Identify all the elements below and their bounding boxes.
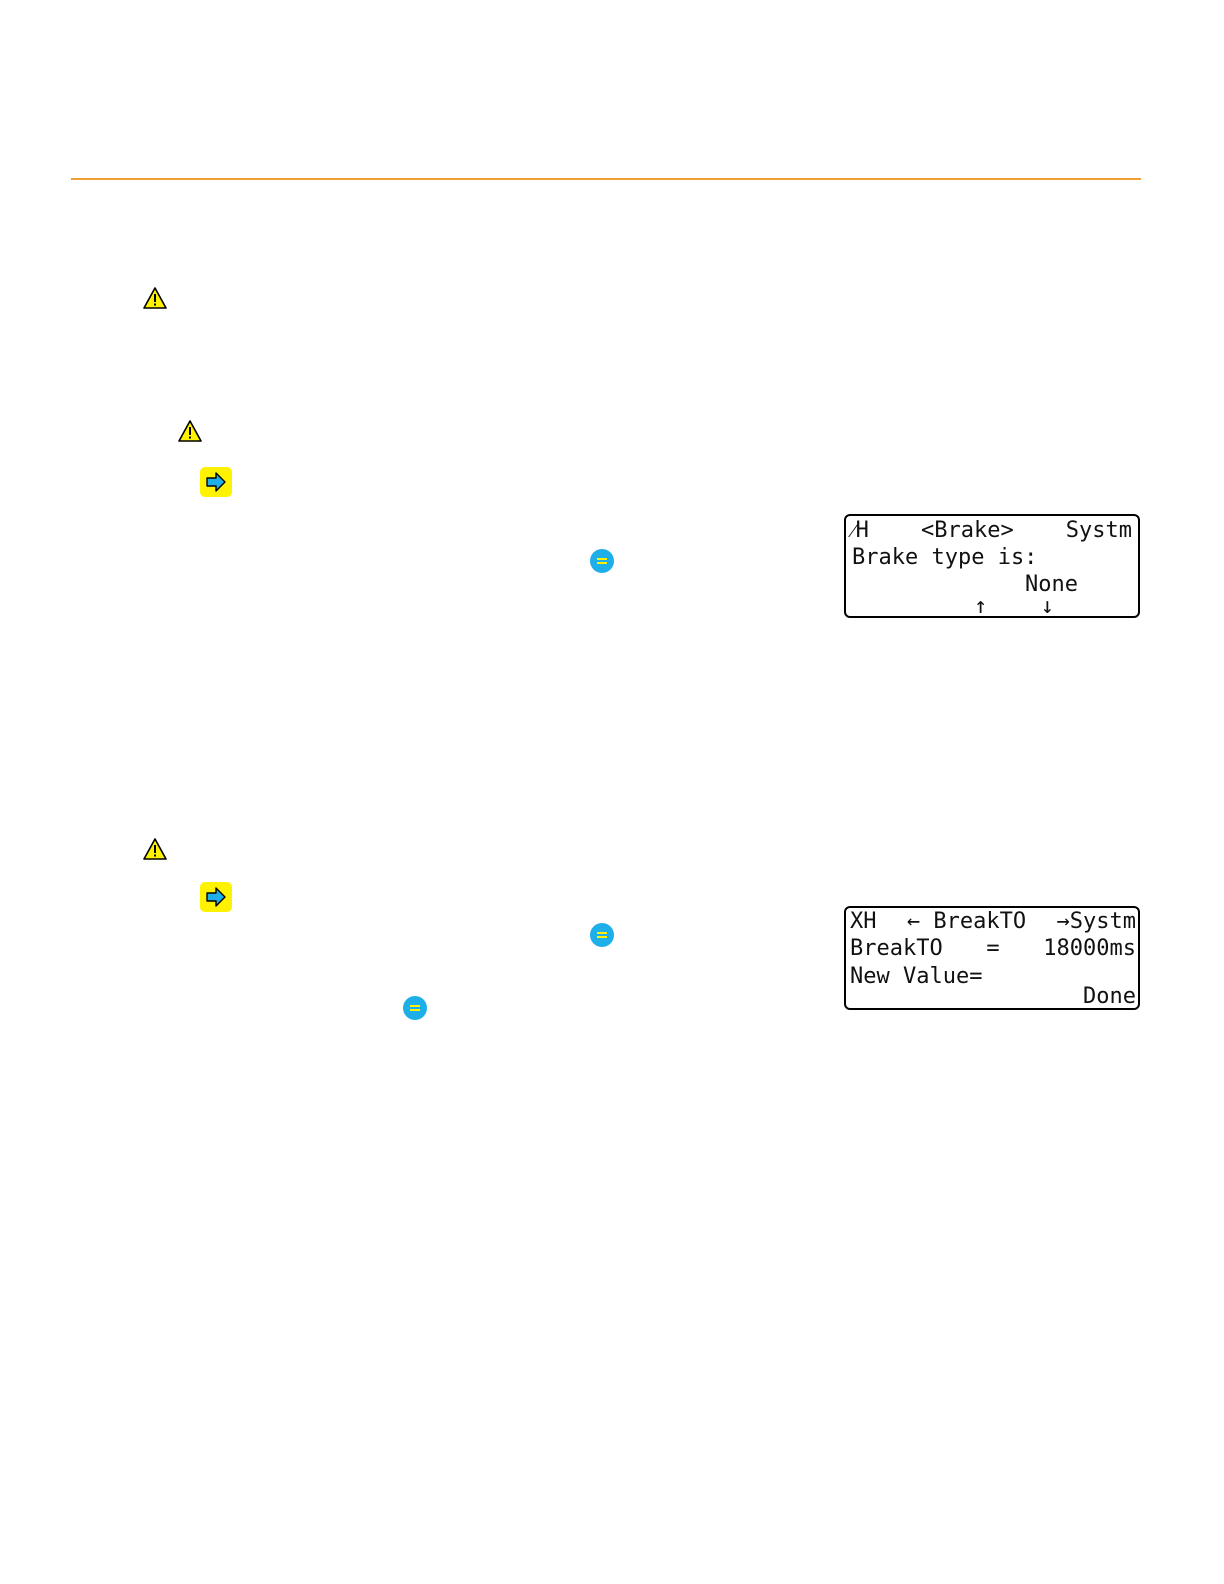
equals-button-icon [403,996,427,1020]
equals-button-icon [590,923,614,947]
warning-triangle-icon [143,838,167,860]
lcd-breakto-value: 18000ms [1043,936,1136,961]
lcd-up-arrow: ↑ [974,594,988,618]
lcd-header-left: XH [850,909,877,934]
lcd-header-center: ← BreakTO [906,909,1027,934]
warning-triangle-icon [143,287,167,309]
lcd-breakto-label: BreakTO [850,936,943,961]
note-arrow-icon [200,882,232,912]
lcd-line-brake-type: Brake type is: [852,545,1038,570]
warning-triangle-icon [178,420,202,442]
equals-button-icon [590,549,614,573]
lcd-header-left: ⁄H [852,518,869,543]
lcd-down-arrow: ↓ [1040,594,1054,618]
lcd-new-value: New Value= [850,964,983,989]
lcd-breakto-equals: = [986,936,1000,961]
header-rule [71,178,1141,180]
note-arrow-icon [200,467,232,497]
lcd-header-center: <Brake> [920,518,1014,543]
lcd-header-right: →Systm [1056,909,1136,934]
lcd-done: Done [1083,984,1136,1009]
lcd-brake-value: None [1025,572,1078,597]
lcd-header-right: Systm [1065,518,1132,543]
lcd-display-brake [844,514,1140,618]
lcd-display-breakto [844,906,1140,1010]
